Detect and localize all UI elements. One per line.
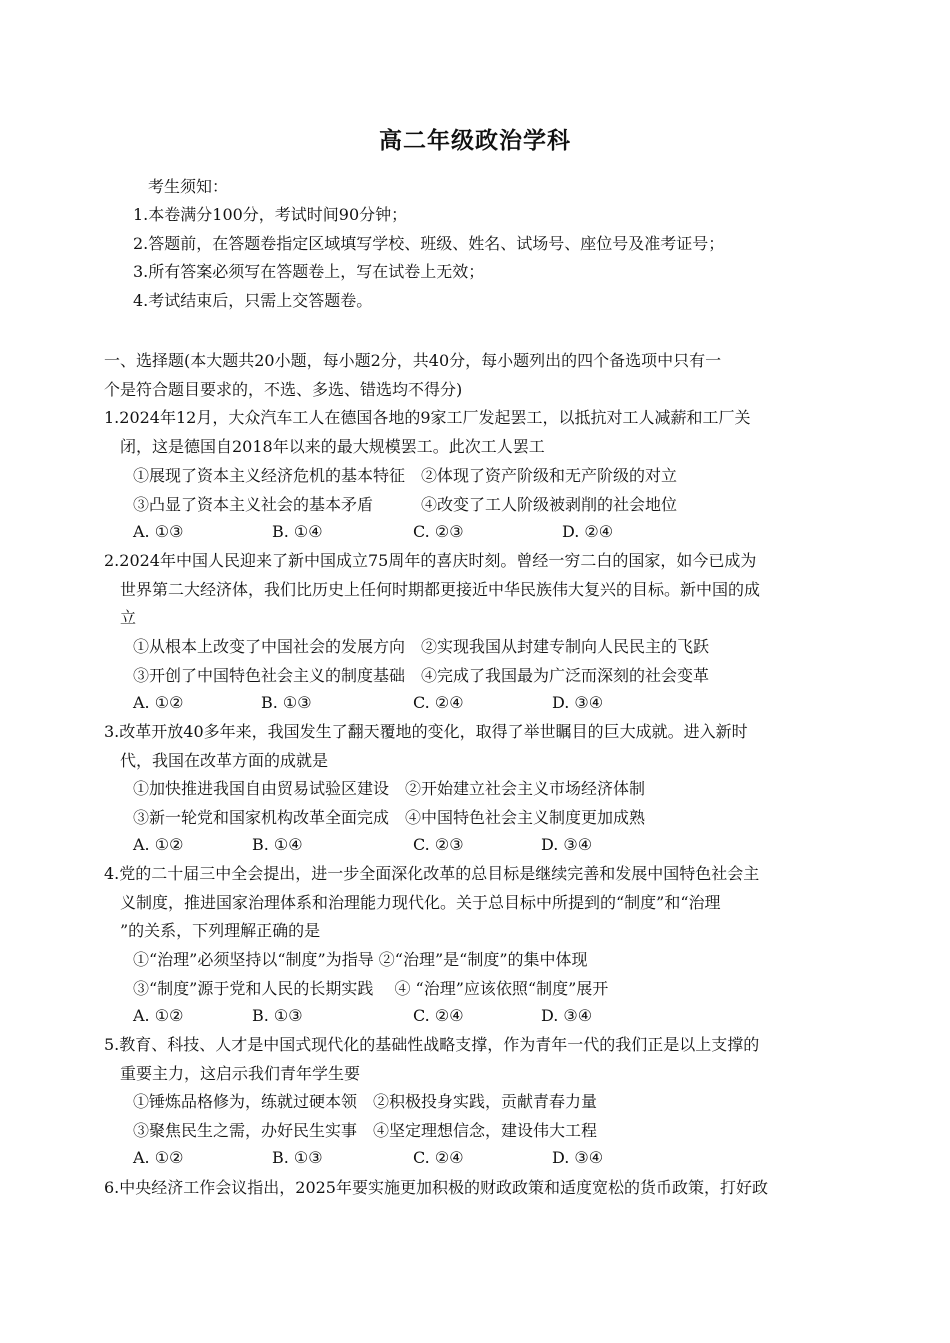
question-stem: 义制度，推进国家治理体系和治理能力现代化。关于总目标中所提到的“制度”和“治理 — [120, 893, 721, 912]
section-instructions: 个是符合题目要求的，不选、多选、错选均不得分) — [104, 380, 463, 399]
statement-row: ③开创了中国特色社会主义的制度基础 ④完成了我国最为广泛而深刻的社会变革 — [133, 666, 710, 685]
statement-row: ①展现了资本主义经济危机的基本特征 ②体现了资产阶级和无产阶级的对立 — [133, 466, 678, 485]
answer-choice: D. ③④ — [552, 693, 604, 712]
page-title: 高二年级政治学科 — [379, 128, 571, 154]
question-stem: 立 — [120, 608, 137, 627]
question-stem: 代，我国在改革方面的成就是 — [120, 751, 329, 770]
question-stem: 世界第二大经济体，我们比历史上任何时期都更接近中华民族伟大复兴的目标。新中国的成 — [120, 580, 761, 599]
question-stem: 1.2024年12月，大众汽车工人在德国各地的9家工厂发起罢工，以抵抗对工人减薪和工厂关 — [104, 408, 751, 427]
answer-choice: A. ①② — [133, 693, 184, 712]
answer-choice: B. ①④ — [272, 522, 323, 541]
question-stem: ”的关系，下列理解正确的是 — [120, 921, 321, 940]
answer-choice: D. ②④ — [562, 522, 614, 541]
question-stem: 6.中央经济工作会议指出，2025年要实施更加积极的财政政策和适度宽松的货币政策，打好政 — [104, 1178, 768, 1197]
answer-choice: B. ①③ — [272, 1148, 323, 1167]
statement-row: ①“治理”必须坚持以“制度”为指导 ②“治理”是“制度”的集中体现 — [133, 950, 588, 969]
notice-rule: 2.答题前，在答题卷指定区域填写学校、班级、姓名、试场号、座位号及准考证号； — [133, 234, 725, 253]
answer-choice: B. ①④ — [252, 835, 303, 854]
section-instructions: 一、选择题(本大题共20小题，每小题2分，共40分，每小题列出的四个备选项中只有一 — [104, 351, 722, 370]
answer-choice: C. ②④ — [413, 1148, 464, 1167]
notice-rule: 1.本卷满分100分，考试时间90分钟； — [133, 205, 408, 224]
answer-choice: A. ①③ — [133, 522, 184, 541]
answer-choice: D. ③④ — [541, 1006, 593, 1025]
answer-choice: A. ①② — [133, 1006, 184, 1025]
answer-choice: A. ①② — [133, 835, 184, 854]
notice-heading: 考生须知： — [148, 177, 229, 196]
question-stem: 2.2024年中国人民迎来了新中国成立75周年的喜庆时刻。曾经一穷二白的国家，如今已成为 — [104, 551, 757, 570]
answer-choice: D. ③④ — [541, 835, 593, 854]
notice-rule: 4.考试结束后，只需上交答题卷。 — [133, 291, 373, 310]
notice-rule: 3.所有答案必须写在答题卷上，写在试卷上无效； — [133, 262, 485, 281]
statement-row: ①加快推进我国自由贸易试验区建设 ②开始建立社会主义市场经济体制 — [133, 779, 646, 798]
question-stem: 5.教育、科技、人才是中国式现代化的基础性战略支撑，作为青年一代的我们正是以上支撑的 — [104, 1035, 760, 1054]
answer-choice: C. ②④ — [413, 1006, 464, 1025]
statement-row: ③新一轮党和国家机构改革全面完成 ④中国特色社会主义制度更加成熟 — [133, 808, 646, 827]
statement-row: ③“制度”源于党和人民的长期实践 ④ “治理”应该依照“制度”展开 — [133, 979, 609, 998]
answer-choice: C. ②④ — [413, 693, 464, 712]
statement-row: ①从根本上改变了中国社会的发展方向 ②实现我国从封建专制向人民民主的飞跃 — [133, 637, 710, 656]
statement-row: ③聚焦民生之需，办好民生实事 ④坚定理想信念，建设伟大工程 — [133, 1121, 598, 1140]
answer-choice: A. ①② — [133, 1148, 184, 1167]
statement-row: ①锤炼品格修为，练就过硬本领 ②积极投身实践，贡献青春力量 — [133, 1092, 598, 1111]
answer-choice: C. ②③ — [413, 835, 464, 854]
answer-choice: B. ①③ — [261, 693, 312, 712]
question-stem: 4.党的二十届三中全会提出，进一步全面深化改革的总目标是继续完善和发展中国特色社会主 — [104, 864, 760, 883]
statement-row: ③凸显了资本主义社会的基本矛盾 ④改变了工人阶级被剥削的社会地位 — [133, 495, 678, 514]
question-stem: 重要主力，这启示我们青年学生要 — [120, 1064, 361, 1083]
answer-choice: D. ③④ — [552, 1148, 604, 1167]
answer-choice: B. ①③ — [252, 1006, 303, 1025]
question-stem: 3.改革开放40多年来，我国发生了翻天覆地的变化，取得了举世瞩目的巨大成就。进入新时 — [104, 722, 748, 741]
question-stem: 闭，这是德国自2018年以来的最大规模罢工。此次工人罢工 — [120, 437, 545, 456]
answer-choice: C. ②③ — [413, 522, 464, 541]
